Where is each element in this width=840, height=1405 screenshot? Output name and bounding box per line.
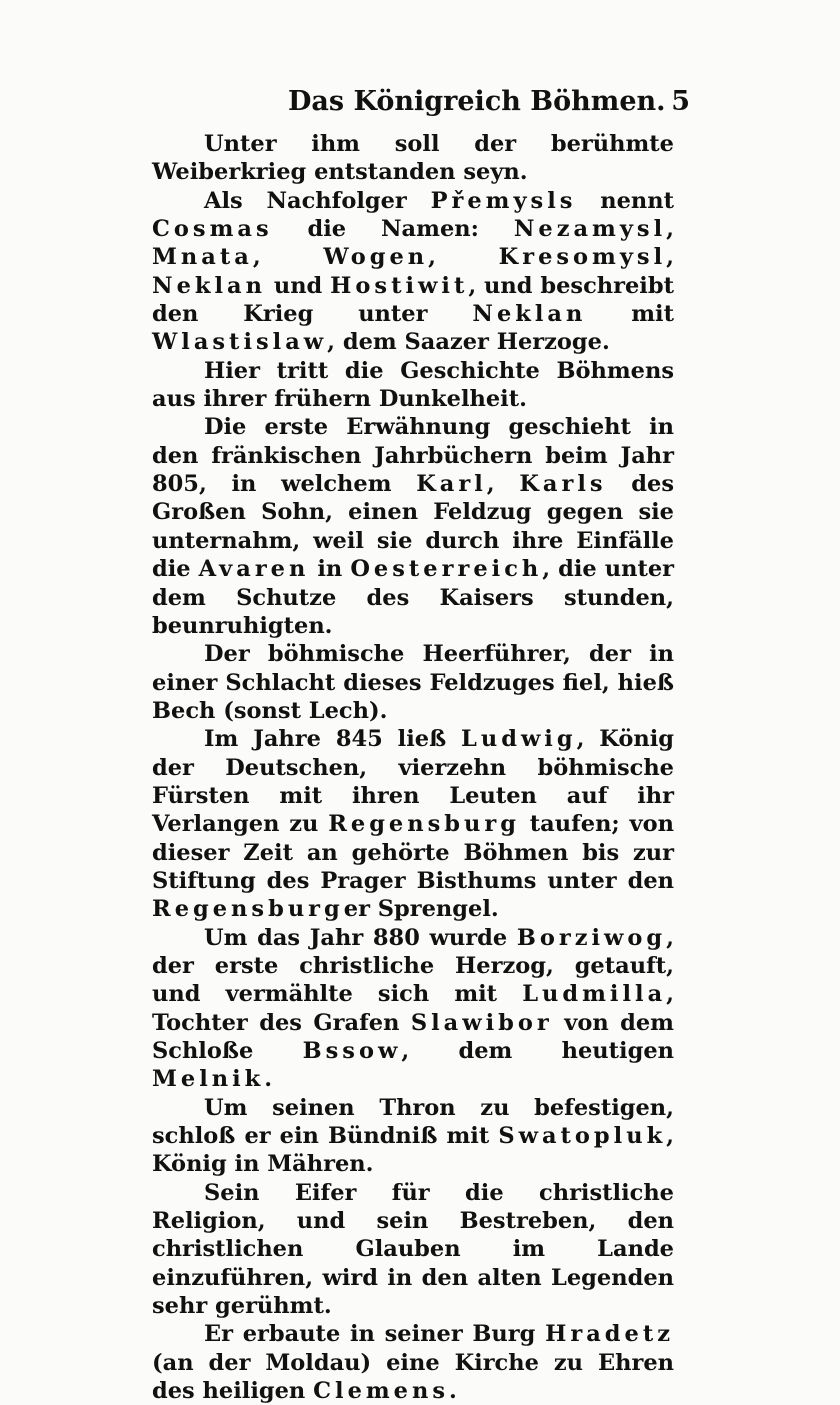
paragraph: Die erste Erwähnung geschieht in den fränkischen Jahrbüchern beim Jahr 805, in welchem Karl, Karls des Großen Sohn, einen Feldzug gegen sie unternahm, weil sie durch ihre Einfälle die Avaren in Oesterreich, die unter dem Schutze des Kaisers stunden, beunruhigten. <box>152 414 675 639</box>
spaced-name: Hostiwit <box>330 272 469 299</box>
page-number: 5 <box>671 86 690 117</box>
spaced-name: Oesterreich <box>350 556 543 583</box>
spaced-name: Přemysls <box>430 187 577 214</box>
spaced-name: Kresomysl <box>498 244 667 271</box>
spaced-name: Ludmilla <box>522 981 667 1008</box>
spaced-name: Regensburg <box>152 896 344 923</box>
paragraph: Sein Eifer für die christliche Religion, und sein Bestreben, den christlichen Glauben im Lande einzuführen, wird in den alten Legenden sehr gerühmt. <box>152 1179 674 1320</box>
paragraph: Um seinen Thron zu befestigen, schloß er ein Bündniß mit Swatopluk, König in Mähren. <box>152 1094 674 1178</box>
paragraph: Er erbaute in seiner Burg Hradetz (an der Moldau) eine Kirche zu Ehren des heiligen Clemens. <box>152 1321 674 1405</box>
spaced-name: Slawibor <box>410 1009 553 1036</box>
spaced-name: Nezamysl <box>513 216 667 243</box>
spaced-name: Swatopluk <box>498 1123 667 1150</box>
spaced-name: Karls <box>519 471 607 498</box>
paragraph: Hier tritt die Geschichte Böhmens aus ihrer frühern Dunkelheit. <box>152 357 674 413</box>
spaced-name: Hradetz <box>545 1321 674 1348</box>
running-title: Das Königreich Böhmen. <box>288 86 666 117</box>
spaced-name: Clemens <box>313 1378 450 1405</box>
spaced-name: Bssow <box>302 1038 402 1064</box>
spaced-name: Karl <box>416 471 487 498</box>
paragraph: Unter ihm soll der berühmte Weiberkrieg entstanden seyn. <box>152 131 674 186</box>
spaced-name: Melnik <box>152 1066 265 1093</box>
spaced-name: Borziwog <box>516 924 667 951</box>
spaced-name: Neklan <box>152 272 266 299</box>
paragraph: Im Jahre 845 ließ Ludwig, König der Deutschen, vierzehn böhmische Fürsten mit ihren Leuten auf ihr Verlangen zu Regensburg taufen; von dieser Zeit an gehörte Böhmen bis zur Stiftung des Prager Bisthums unter den Regensburger Sprengel. <box>152 726 675 923</box>
page-body <box>152 130 674 1405</box>
paragraph: Um das Jahr 880 wurde Borziwog, der erste christliche Herzog, getauft, und vermählte sich mit Ludmilla, Tochter des Grafen Slawibor von dem Schloße Bssow, dem heutigen Melnik. <box>152 924 675 1093</box>
paragraph: Als Nachfolger Přemysls nennt Cosmas die Namen: Nezamysl, Mnata, Wogen, Kresomysl, Neklan und Hostiwit, und beschreibt den Krieg unter Neklan mit Wlastislaw, dem Saazer Herzoge. <box>152 187 674 356</box>
spaced-name: Wlastislaw <box>152 329 328 356</box>
spaced-name: Wogen <box>323 244 429 271</box>
spaced-name: Cosmas <box>152 216 273 243</box>
spaced-name: Regensburg <box>328 811 520 838</box>
spaced-name: Ludwig <box>461 726 577 753</box>
spaced-name: Mnata <box>152 244 253 271</box>
paragraph: Der böhmische Heerführer, der in einer Schlacht dieses Feldzuges fiel, hieß Bech (sonst Lech). <box>152 641 674 724</box>
spaced-name: Neklan <box>472 301 587 328</box>
spaced-name: Avaren <box>198 556 310 583</box>
running-header <box>288 86 690 120</box>
